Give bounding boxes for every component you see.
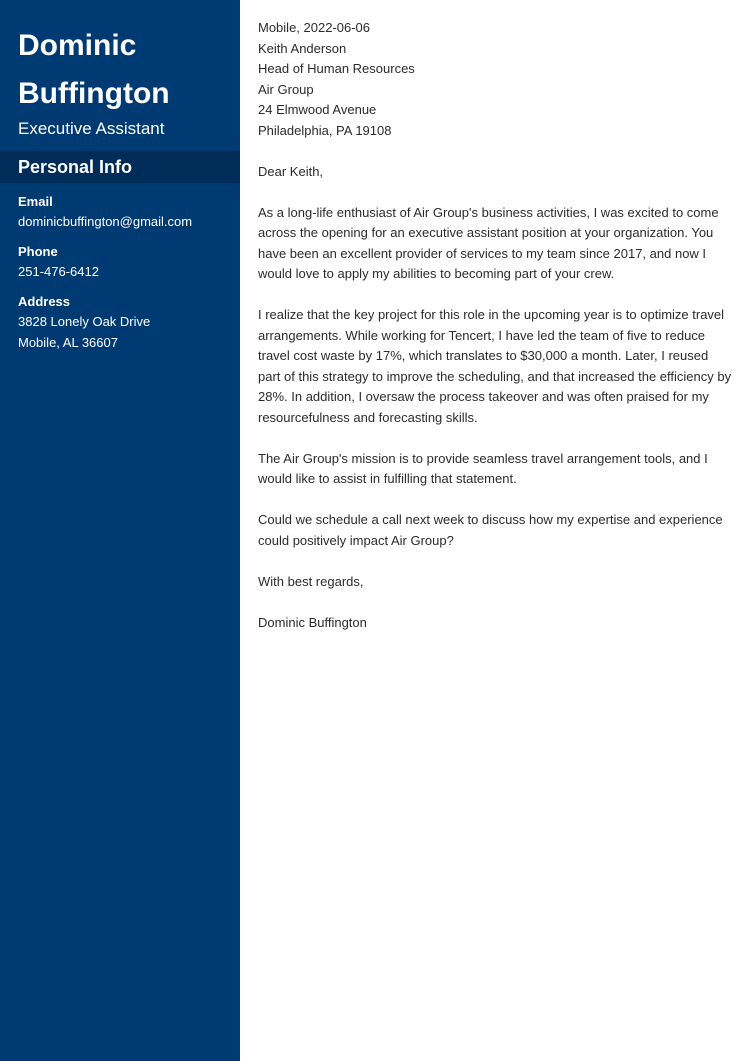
signature: Dominic Buffington <box>258 614 367 630</box>
paragraph-4: Could we schedule a call next week to discuss how my expertise and experience could positively impact Air Group? <box>258 512 723 548</box>
recipient-street: 24 Elmwood Avenue <box>258 102 377 117</box>
phone-value: 251-476-6412 <box>18 264 99 279</box>
recipient-title: Head of Human Resources <box>258 61 415 76</box>
paragraph-1: As a long-life enthusiast of Air Group's business activities, I was excited to come across the opening for an executive assistant position at your organization. You have been an excellent provider of services to my team since 2017, and now I would love to apply my abilities to becoming part of your crew. <box>258 204 719 281</box>
closing: With best regards, <box>258 573 364 589</box>
recipient-name: Keith Anderson <box>258 40 347 56</box>
name-first: Dominic <box>18 29 137 62</box>
address-line-2: Mobile, AL 36607 <box>18 335 118 350</box>
recipient-company: Air Group <box>258 81 314 97</box>
phone-label: Phone <box>18 244 58 259</box>
letter-body <box>258 18 734 633</box>
place-date: Mobile, 2022-06-06 <box>258 20 371 35</box>
paragraph-2: I realize that the key project for this role in the upcoming year is to optimize travel arrangements. While working for Tencert, I have led the team of five to reduce travel cost waste by 17%, which translates to $30,000 a month. Later, I reused part of this strategy to improve the scheduling, and that increased the efficiency by 28%. In addition, I oversaw the process takeover and was often praised for my resourcefulness and forecasting skills. <box>258 307 732 425</box>
email-value: dominicbuffington@gmail.com <box>18 214 193 229</box>
email-label: Email <box>18 194 53 209</box>
recipient-city: Philadelphia, PA 19108 <box>258 122 392 138</box>
address-line-1: 3828 Lonely Oak Drive <box>18 314 151 329</box>
sidebar <box>0 0 240 1061</box>
address-label: Address <box>18 294 71 309</box>
salutation: Dear Keith, <box>258 163 324 179</box>
personal-info-header <box>0 151 240 183</box>
recipient-block <box>258 18 734 141</box>
paragraph-3: The Air Group's mission is to provide seamless travel arrangement tools, and I would like to assist in fulfilling that statement. <box>258 450 708 486</box>
personal-info-title: Personal Info <box>18 157 133 177</box>
job-title: Executive Assistant <box>18 119 165 138</box>
name-last: Buffington <box>18 77 170 110</box>
applicant-name <box>18 22 233 118</box>
